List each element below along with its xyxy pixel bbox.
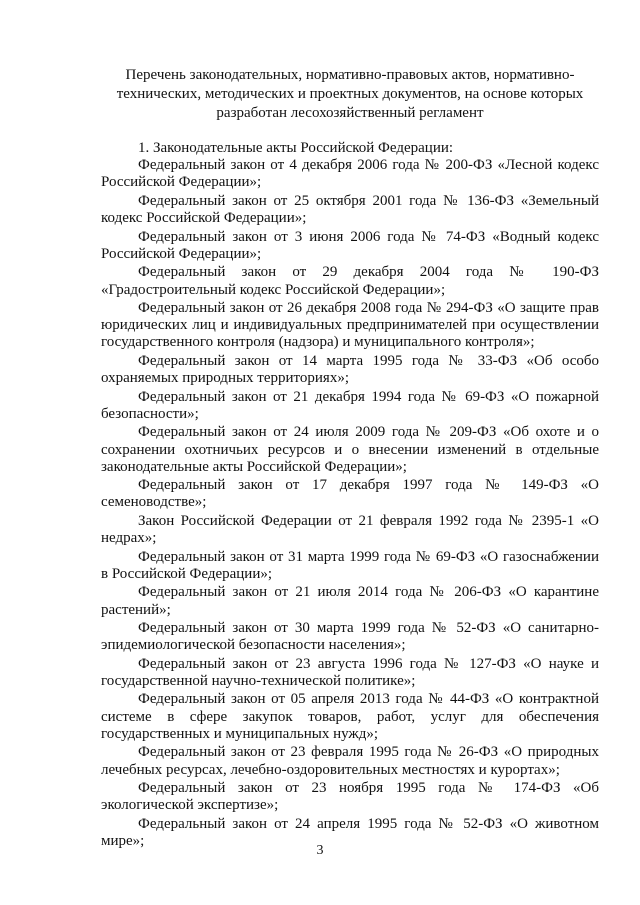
law-item: Федеральный закон от 21 июля 2014 года № 206-ФЗ «О карантине растений»;	[101, 584, 599, 618]
law-item: Федеральный закон от 24 июля 2009 года № 209-ФЗ «Об охоте и о сохранении охотничьих ресурсов и о внесении изменений в отдельные законодательные акты Российской Федерации»;	[101, 424, 599, 475]
document-title: Перечень законодательных, нормативно-правовых актов, нормативно-технических, методических и проектных документов, на основе которых разработан лесохозяйственный регламент	[116, 67, 584, 121]
law-item: Федеральный закон от 23 февраля 1995 года № 26-ФЗ «О природных лечебных ресурсах, лечебно-оздоровительных местностях и курортах»;	[101, 744, 599, 778]
law-item: Федеральный закон от 30 марта 1999 года № 52-ФЗ «О санитарно-эпидемиологической безопасности населения»;	[101, 620, 599, 654]
law-item: Федеральный закон от 05 апреля 2013 года № 44-ФЗ «О контрактной системе в сфере закупок товаров, работ, услуг для обеспечения государственных и муниципальных нужд»;	[101, 691, 599, 742]
law-item: Федеральный закон от 25 октября 2001 года № 136-ФЗ «Земельный кодекс Российской Федерации»;	[101, 192, 599, 227]
law-item: Федеральный закон от 17 декабря 1997 года № 149-ФЗ «О семеноводстве»;	[101, 477, 599, 511]
law-item: Федеральный закон от 21 декабря 1994 года № 69-ФЗ «О пожарной безопасности»;	[101, 388, 599, 422]
law-item: Федеральный закон от 4 декабря 2006 года № 200-ФЗ «Лесной кодекс Российской Федерации»;	[101, 157, 599, 191]
law-item: Федеральный закон от 24 апреля 1995 года № 52-ФЗ «О животном мире»;	[101, 815, 599, 849]
law-item: Федеральный закон от 26 декабря 2008 года № 294-ФЗ «О защите прав юридических лиц и индивидуальных предпринимателей при осуществлении государственного контроля (надзора) и муниципального контроля»;	[101, 300, 599, 351]
page-number: 3	[316, 843, 324, 858]
law-list	[101, 157, 599, 850]
law-item: Федеральный закон от 23 ноября 1995 года № 174-ФЗ «Об экологической экспертизе»;	[101, 780, 599, 814]
law-item: Федеральный закон от 29 декабря 2004 года № 190-ФЗ «Градостроительный кодекс Российской Федерации»;	[101, 264, 599, 298]
law-item: Федеральный закон от 14 марта 1995 года № 33-ФЗ «Об особо охраняемых природных территориях»;	[101, 352, 599, 387]
law-item: Федеральный закон от 3 июня 2006 года № 74-ФЗ «Водный кодекс Российской Федерации»;	[101, 228, 599, 262]
law-item: Федеральный закон от 23 августа 1996 года № 127-ФЗ «О науке и государственной научно-технической политике»;	[101, 655, 599, 689]
document-body	[101, 140, 599, 851]
law-item: Федеральный закон от 31 марта 1999 года № 69-ФЗ «О газоснабжении в Российской Федерации»;	[101, 548, 599, 582]
law-item: Закон Российской Федерации от 21 февраля 1992 года № 2395-1 «О недрах»;	[101, 512, 599, 547]
section-heading: 1. Законодательные акты Российской Федерации:	[138, 140, 454, 156]
